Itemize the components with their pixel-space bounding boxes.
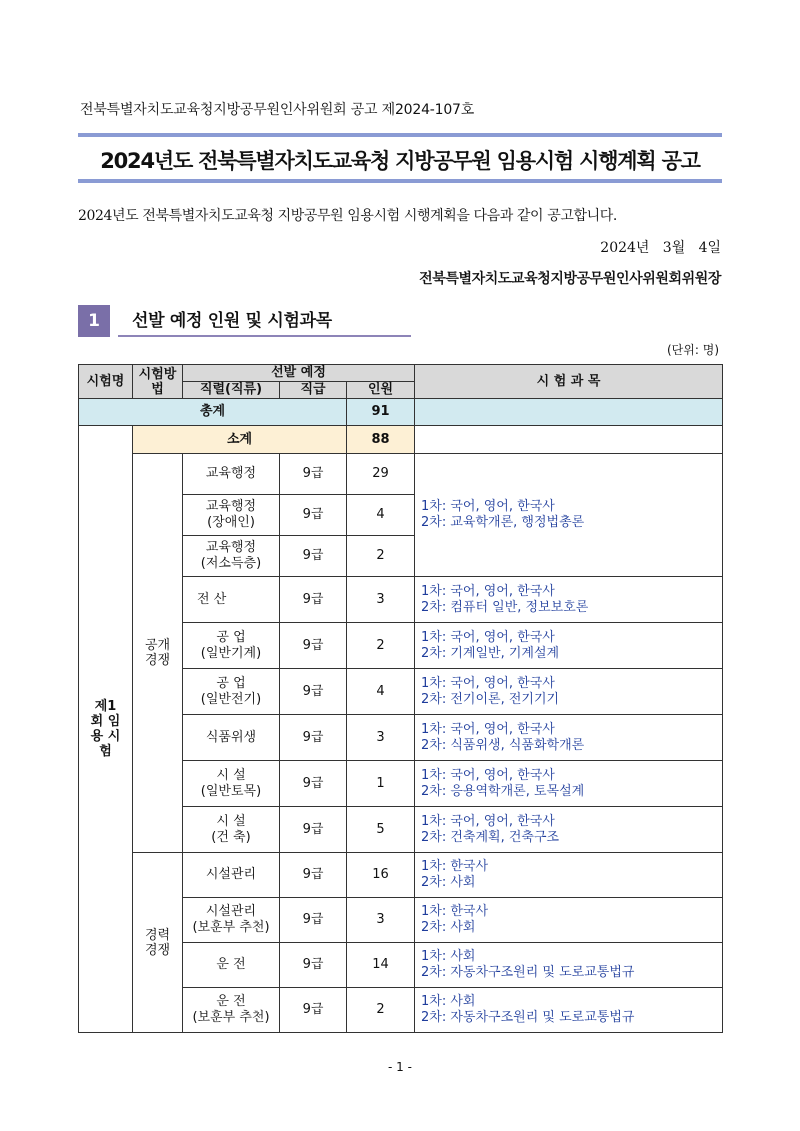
total-subjects xyxy=(415,399,723,426)
grade-cell: 9급 xyxy=(280,669,347,715)
subjects-cell: 1차: 한국사 2차: 사회 xyxy=(415,853,723,898)
header-subjects: 시 험 과 목 xyxy=(415,365,723,399)
grade-cell: 9급 xyxy=(280,807,347,853)
subjects-cell: 1차: 사회 2차: 자동차구조원리 및 도로교통법규 xyxy=(415,988,723,1033)
grade-cell: 9급 xyxy=(280,761,347,807)
subjects-cell: 1차: 국어, 영어, 한국사 2차: 건축계획, 건축구조 xyxy=(415,807,723,853)
grade-cell: 9급 xyxy=(280,577,347,623)
grade-cell: 9급 xyxy=(280,853,347,898)
subjects-cell: 1차: 한국사 2차: 사회 xyxy=(415,898,723,943)
selection-table xyxy=(78,364,723,1033)
title-box xyxy=(78,133,722,183)
count-cell: 5 xyxy=(347,807,415,853)
subjects-cell: 1차: 국어, 영어, 한국사 2차: 교육학개론, 행정법총론 xyxy=(415,454,723,577)
job-cell: 운 전 xyxy=(183,943,280,988)
subjects-cell: 1차: 국어, 영어, 한국사 2차: 컴퓨터 일반, 정보보호론 xyxy=(415,577,723,623)
count-cell: 4 xyxy=(347,495,415,536)
table-row xyxy=(79,454,723,495)
subtotal-subjects xyxy=(415,426,723,454)
committee-chair: 전북특별자치도교육청지방공무원인사위원회위원장 xyxy=(419,271,721,287)
job-cell: 교육행정 xyxy=(183,454,280,495)
subjects-cell: 1차: 사회 2차: 자동차구조원리 및 도로교통법규 xyxy=(415,943,723,988)
header-selection: 선발 예정 xyxy=(183,365,415,382)
count-cell: 2 xyxy=(347,988,415,1033)
count-cell: 29 xyxy=(347,454,415,495)
subjects-cell: 1차: 국어, 영어, 한국사 2차: 응용역학개론, 토목설계 xyxy=(415,761,723,807)
grade-cell: 9급 xyxy=(280,536,347,577)
count-cell: 16 xyxy=(347,853,415,898)
count-cell: 3 xyxy=(347,715,415,761)
header-method: 시험방법 xyxy=(133,365,183,399)
job-cell: 시 설 (건 축) xyxy=(183,807,280,853)
count-cell: 4 xyxy=(347,669,415,715)
count-cell: 1 xyxy=(347,761,415,807)
subtotal-count: 88 xyxy=(347,426,415,454)
count-cell: 14 xyxy=(347,943,415,988)
header-exam: 시험명 xyxy=(79,365,133,399)
total-label: 총계 xyxy=(79,399,347,426)
job-cell: 운 전 (보훈부 추천) xyxy=(183,988,280,1033)
grade-cell: 9급 xyxy=(280,988,347,1033)
method-career xyxy=(133,853,183,1033)
table-row xyxy=(79,853,723,898)
page-title: 2024년도 전북특별자치도교육청 지방공무원 임용시험 시행계획 공고 xyxy=(100,149,700,173)
exam-name-text: 제1회 임용 시험 xyxy=(90,699,121,759)
header-job: 직렬(직류) xyxy=(183,382,280,399)
section-title: 선발 예정 인원 및 시험과목 xyxy=(118,305,411,337)
job-cell: 공 업 (일반기계) xyxy=(183,623,280,669)
subtotal-label: 소계 xyxy=(133,426,347,454)
job-cell: 교육행정 (저소득층) xyxy=(183,536,280,577)
total-count: 91 xyxy=(347,399,415,426)
exam-name xyxy=(79,426,133,1033)
count-cell: 2 xyxy=(347,536,415,577)
job-cell: 식품위생 xyxy=(183,715,280,761)
job-cell: 전 산 xyxy=(183,577,280,623)
notice-number: 전북특별자치도교육청지방공무원인사위원회 공고 제2024-107호 xyxy=(80,102,475,118)
grade-cell: 9급 xyxy=(280,623,347,669)
job-cell: 시설관리 (보훈부 추천) xyxy=(183,898,280,943)
method-open-text: 공개 경쟁 xyxy=(144,638,171,668)
intro-text: 2024년도 전북특별자치도교육청 지방공무원 임용시험 시행계획을 다음과 같이 공고합니다. xyxy=(78,208,617,224)
job-cell: 교육행정 (장애인) xyxy=(183,495,280,536)
method-open xyxy=(133,454,183,853)
job-cell: 공 업 (일반전기) xyxy=(183,669,280,715)
grade-cell: 9급 xyxy=(280,943,347,988)
header-count: 인원 xyxy=(347,382,415,399)
grade-cell: 9급 xyxy=(280,495,347,536)
job-cell: 시 설 (일반토목) xyxy=(183,761,280,807)
header-grade: 직급 xyxy=(280,382,347,399)
unit-label: (단위: 명) xyxy=(667,343,719,357)
grade-cell: 9급 xyxy=(280,898,347,943)
subjects-cell: 1차: 국어, 영어, 한국사 2차: 전기이론, 전기기기 xyxy=(415,669,723,715)
count-cell: 3 xyxy=(347,577,415,623)
page-number: - 1 - xyxy=(388,1060,412,1074)
subjects-cell: 1차: 국어, 영어, 한국사 2차: 기계일반, 기계설계 xyxy=(415,623,723,669)
notice-date: 2024년 3월 4일 xyxy=(600,240,721,256)
count-cell: 3 xyxy=(347,898,415,943)
method-career-text: 경력 경쟁 xyxy=(144,927,171,958)
subjects-cell: 1차: 국어, 영어, 한국사 2차: 식품위생, 식품화학개론 xyxy=(415,715,723,761)
count-cell: 2 xyxy=(347,623,415,669)
job-cell: 시설관리 xyxy=(183,853,280,898)
grade-cell: 9급 xyxy=(280,715,347,761)
section-number: 1 xyxy=(78,305,110,337)
grade-cell: 9급 xyxy=(280,454,347,495)
